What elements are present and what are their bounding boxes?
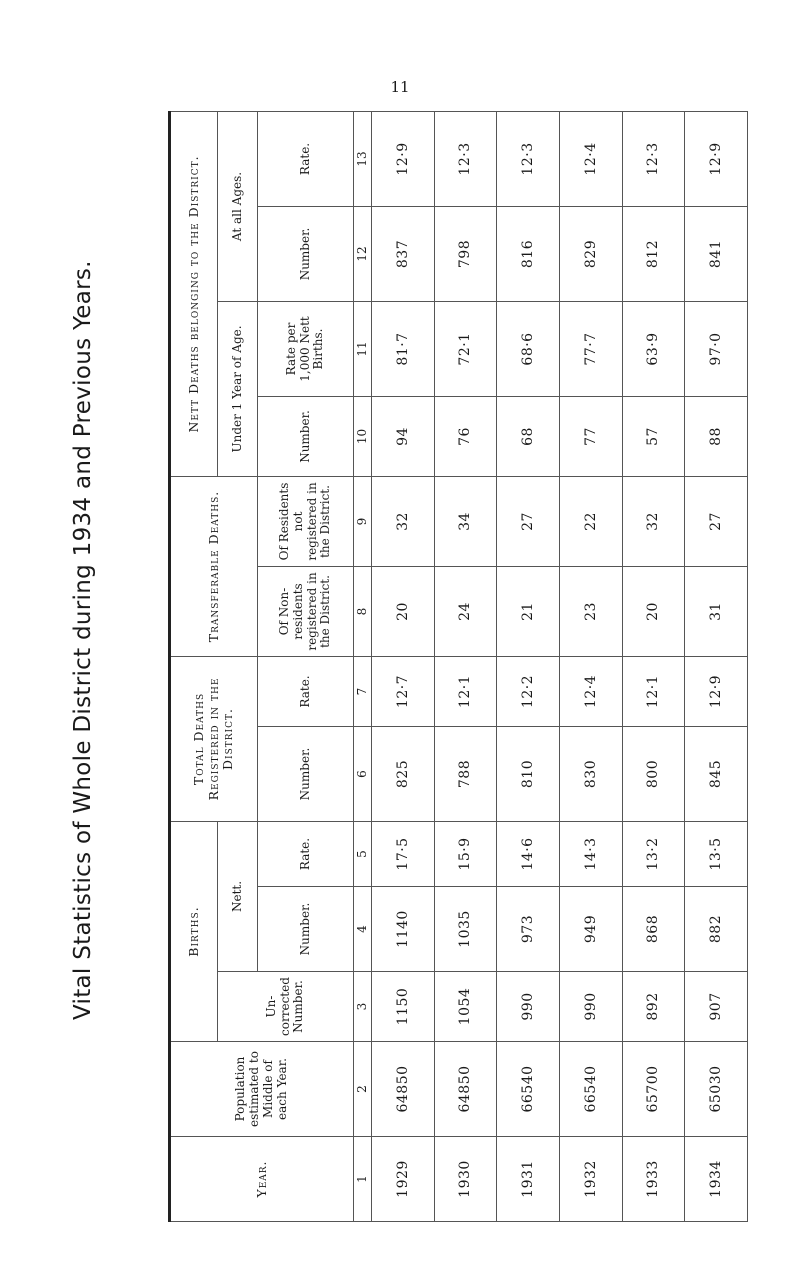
- infant-deaths-rate-cell: 97·0: [685, 301, 748, 396]
- births-uncorrected-cell: 907: [685, 972, 748, 1042]
- all-ages-number-cell: 798: [434, 206, 497, 301]
- population-cell: 66540: [497, 1042, 560, 1137]
- non-residents-cell: 31: [685, 566, 748, 656]
- total-deaths-rate-cell: 12·4: [559, 656, 622, 726]
- table-row: [622, 111, 685, 1221]
- infant-deaths-number-cell: 76: [434, 396, 497, 476]
- year-cell: 1932: [559, 1137, 622, 1222]
- births-nett-number-cell: 1140: [372, 887, 435, 972]
- infant-deaths-number-cell: 68: [497, 396, 560, 476]
- column-number: 2: [354, 1042, 372, 1137]
- all-ages-rate-cell: 12·4: [559, 111, 622, 206]
- births-nett-rate-cell: 15·9: [434, 822, 497, 887]
- births-nett-header: Nett.: [218, 822, 258, 972]
- all-ages-number-cell: 816: [497, 206, 560, 301]
- infant-deaths-number-cell: 77: [559, 396, 622, 476]
- total-deaths-group-header: Total Deaths Registered in the District.: [170, 656, 258, 821]
- infant-deaths-number-cell: 57: [622, 396, 685, 476]
- residents-cell: 22: [559, 476, 622, 566]
- nett-deaths-group-header: Nett Deaths belonging to the District.: [170, 111, 218, 476]
- all-ages-number-cell: 837: [372, 206, 435, 301]
- column-number: 9: [354, 476, 372, 566]
- column-number: 11: [354, 301, 372, 396]
- residents-cell: 27: [497, 476, 560, 566]
- births-nett-rate-cell: 13·5: [685, 822, 748, 887]
- population-header: Population estimated to Middle of each Year.: [170, 1042, 354, 1137]
- all-ages-rate-header: Rate.: [258, 111, 354, 206]
- column-number: 4: [354, 887, 372, 972]
- column-number: 6: [354, 727, 372, 822]
- births-uncorrected-cell: 990: [497, 972, 560, 1042]
- population-cell: 65700: [622, 1042, 685, 1137]
- non-residents-cell: 24: [434, 566, 497, 656]
- total-deaths-number-cell: 825: [372, 727, 435, 822]
- births-nett-number-cell: 949: [559, 887, 622, 972]
- all-ages-number-cell: 812: [622, 206, 685, 301]
- infant-deaths-rate-cell: 77·7: [559, 301, 622, 396]
- births-uncorrected-cell: 990: [559, 972, 622, 1042]
- page-title: Vital Statistics of Whole District during 1934 and Previous Years.: [70, 260, 96, 1020]
- total-deaths-rate-cell: 12·9: [685, 656, 748, 726]
- rotated-table-wrapper: [168, 112, 748, 1222]
- year-header: Year.: [170, 1137, 354, 1222]
- population-cell: 64850: [372, 1042, 435, 1137]
- births-nett-number-cell: 973: [497, 887, 560, 972]
- non-residents-cell: 20: [372, 566, 435, 656]
- table-row: [372, 111, 435, 1221]
- total-deaths-rate-cell: 12·1: [434, 656, 497, 726]
- all-ages-rate-cell: 12·9: [685, 111, 748, 206]
- column-number: 1: [354, 1137, 372, 1222]
- infant-deaths-rate-cell: 63·9: [622, 301, 685, 396]
- total-deaths-number-cell: 788: [434, 727, 497, 822]
- column-number: 7: [354, 656, 372, 726]
- births-uncorrected-cell: 1054: [434, 972, 497, 1042]
- total-deaths-number-cell: 830: [559, 727, 622, 822]
- population-cell: 64850: [434, 1042, 497, 1137]
- births-nett-rate-cell: 14·3: [559, 822, 622, 887]
- residents-cell: 27: [685, 476, 748, 566]
- births-nett-rate-cell: 17·5: [372, 822, 435, 887]
- year-cell: 1931: [497, 1137, 560, 1222]
- residents-cell: 32: [622, 476, 685, 566]
- total-deaths-rate-cell: 12·2: [497, 656, 560, 726]
- residents-cell: 34: [434, 476, 497, 566]
- infant-deaths-number-cell: 94: [372, 396, 435, 476]
- year-cell: 1930: [434, 1137, 497, 1222]
- column-number: 13: [354, 111, 372, 206]
- non-residents-header: Of Non-residents registered in the District.: [258, 566, 354, 656]
- total-deaths-number-cell: 800: [622, 727, 685, 822]
- births-nett-rate-cell: 14·6: [497, 822, 560, 887]
- births-nett-number-cell: 1035: [434, 887, 497, 972]
- table-row: [497, 111, 560, 1221]
- all-ages-rate-cell: 12·3: [622, 111, 685, 206]
- population-cell: 65030: [685, 1042, 748, 1137]
- table-stage: [168, 112, 748, 1222]
- column-number: 3: [354, 972, 372, 1042]
- births-nett-rate-header: Rate.: [258, 822, 354, 887]
- births-group-header: Births.: [170, 822, 218, 1042]
- infant-deaths-rate-cell: 81·7: [372, 301, 435, 396]
- year-cell: 1933: [622, 1137, 685, 1222]
- total-deaths-rate-cell: 12·1: [622, 656, 685, 726]
- non-residents-cell: 21: [497, 566, 560, 656]
- total-deaths-rate-header: Rate.: [258, 656, 354, 726]
- year-cell: 1929: [372, 1137, 435, 1222]
- infant-deaths-rate-header: Rate per 1,000 Nett Births.: [258, 301, 354, 396]
- all-ages-number-cell: 841: [685, 206, 748, 301]
- all-ages-header: At all Ages.: [218, 111, 258, 301]
- infant-deaths-number-header: Number.: [258, 396, 354, 476]
- under-one-year-header: Under 1 Year of Age.: [218, 301, 258, 476]
- all-ages-number-cell: 829: [559, 206, 622, 301]
- total-deaths-number-cell: 810: [497, 727, 560, 822]
- year-cell: 1934: [685, 1137, 748, 1222]
- births-nett-number-cell: 882: [685, 887, 748, 972]
- all-ages-rate-cell: 12·3: [497, 111, 560, 206]
- column-number-row: [354, 111, 372, 1221]
- all-ages-rate-cell: 12·9: [372, 111, 435, 206]
- transferable-deaths-group-header: Transferable Deaths.: [170, 476, 258, 656]
- column-number: 12: [354, 206, 372, 301]
- births-nett-number-header: Number.: [258, 887, 354, 972]
- births-nett-number-cell: 868: [622, 887, 685, 972]
- total-deaths-rate-cell: 12·7: [372, 656, 435, 726]
- births-uncorrected-cell: 892: [622, 972, 685, 1042]
- column-number: 5: [354, 822, 372, 887]
- total-deaths-number-header: Number.: [258, 727, 354, 822]
- table-row: [434, 111, 497, 1221]
- vital-statistics-table: [168, 111, 748, 1222]
- table-row: [685, 111, 748, 1221]
- non-residents-cell: 23: [559, 566, 622, 656]
- infant-deaths-number-cell: 88: [685, 396, 748, 476]
- infant-deaths-rate-cell: 72·1: [434, 301, 497, 396]
- page-number: 11: [390, 78, 410, 96]
- all-ages-number-header: Number.: [258, 206, 354, 301]
- column-number: 10: [354, 396, 372, 476]
- births-uncorrected-header: Un-corrected Number.: [218, 972, 354, 1042]
- table-row: [559, 111, 622, 1221]
- all-ages-rate-cell: 12·3: [434, 111, 497, 206]
- residents-cell: 32: [372, 476, 435, 566]
- total-deaths-number-cell: 845: [685, 727, 748, 822]
- births-uncorrected-cell: 1150: [372, 972, 435, 1042]
- births-nett-rate-cell: 13·2: [622, 822, 685, 887]
- column-number: 8: [354, 566, 372, 656]
- population-cell: 66540: [559, 1042, 622, 1137]
- infant-deaths-rate-cell: 68·6: [497, 301, 560, 396]
- non-residents-cell: 20: [622, 566, 685, 656]
- residents-header: Of Residents not registered in the District.: [258, 476, 354, 566]
